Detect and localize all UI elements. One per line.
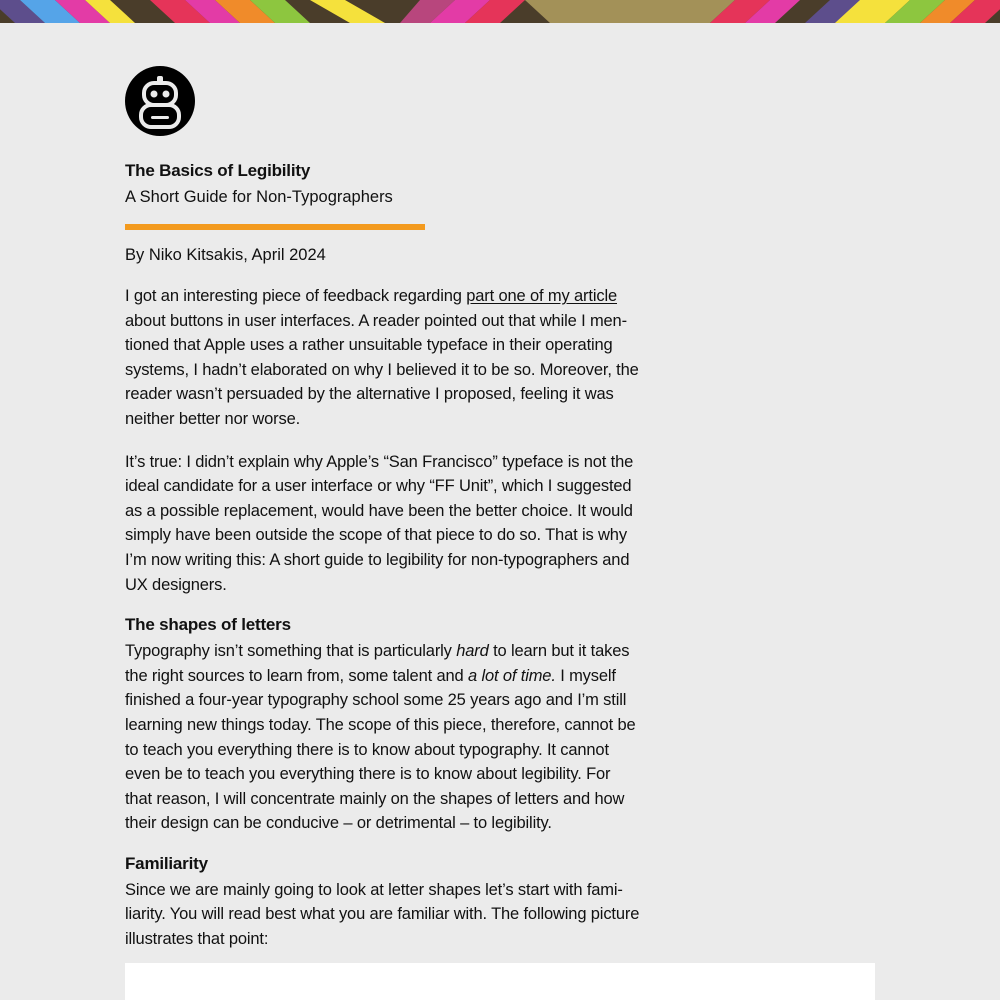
section-heading-familiarity: Familiarity [125, 853, 208, 873]
paragraph-text: I myself finished a four-year typography school some 25 years ago and I’m still learning new things today. The scope of this piece, therefore, cannot be to teach you everything there is to know about typography. It cannot even be to teach you everything there is to know about legibility. For that reason, I will concentrate mainly on the shapes of letters and how their design can be conducive – or detrimental – to legibility. [125, 666, 636, 833]
paragraph-text: Typography isn’t something that is particularly [125, 642, 457, 661]
article-part-one-link[interactable]: part one of my article [466, 287, 617, 305]
figure-image-placeholder [125, 963, 875, 1000]
byline: By Niko Kitsakis, April 2024 [125, 246, 326, 264]
page-title: The Basics of Legibility [125, 161, 311, 180]
paragraph-explanation: It’s true: I didn’t explain why Apple’s “San Francisco” typeface is not the ideal candidate for a user interface or why “FF Unit”, which I suggested as a possible replacement, would have been the better choice. It would simply have been outside the scope of that piece to do so. That is why I’m now writing this: A short guide to legibility for non-typographers and UX designers. [125, 452, 634, 594]
stripe-pattern [0, 0, 1000, 23]
article [125, 66, 640, 952]
header-stripe-banner [0, 0, 1000, 23]
section-heading-shapes: The shapes of letters [125, 615, 291, 635]
emphasis-text: a lot of time. [468, 666, 556, 685]
robot-face-icon[interactable] [125, 66, 195, 136]
paragraph-familiarity: Since we are mainly going to look at letter shapes let’s start with fami-liarity. You will read best what you are familiar with. The following picture illustrates that point: [125, 880, 640, 949]
page-subtitle: A Short Guide for Non-Typographers [125, 188, 393, 206]
accent-divider [125, 224, 425, 230]
stripe [525, 0, 735, 23]
paragraph-feedback [125, 284, 640, 432]
emphasis-text: hard [456, 642, 489, 661]
paragraph-text: about buttons in user interfaces. A reader pointed out that while I men-tioned that Apple uses a rather unsuitable typeface in their operating systems, I hadn’t elaborated on why I believed it to be so. Moreover, the reader wasn’t persuaded by the alternative I proposed, feeling it was neither better nor worse. [125, 311, 639, 428]
paragraph-shapes [125, 639, 640, 836]
paragraph-text: to learn but it takes the right sources to learn from, some talent and [125, 642, 630, 685]
paragraph-text: I got an interesting piece of feedback regarding [125, 287, 467, 305]
